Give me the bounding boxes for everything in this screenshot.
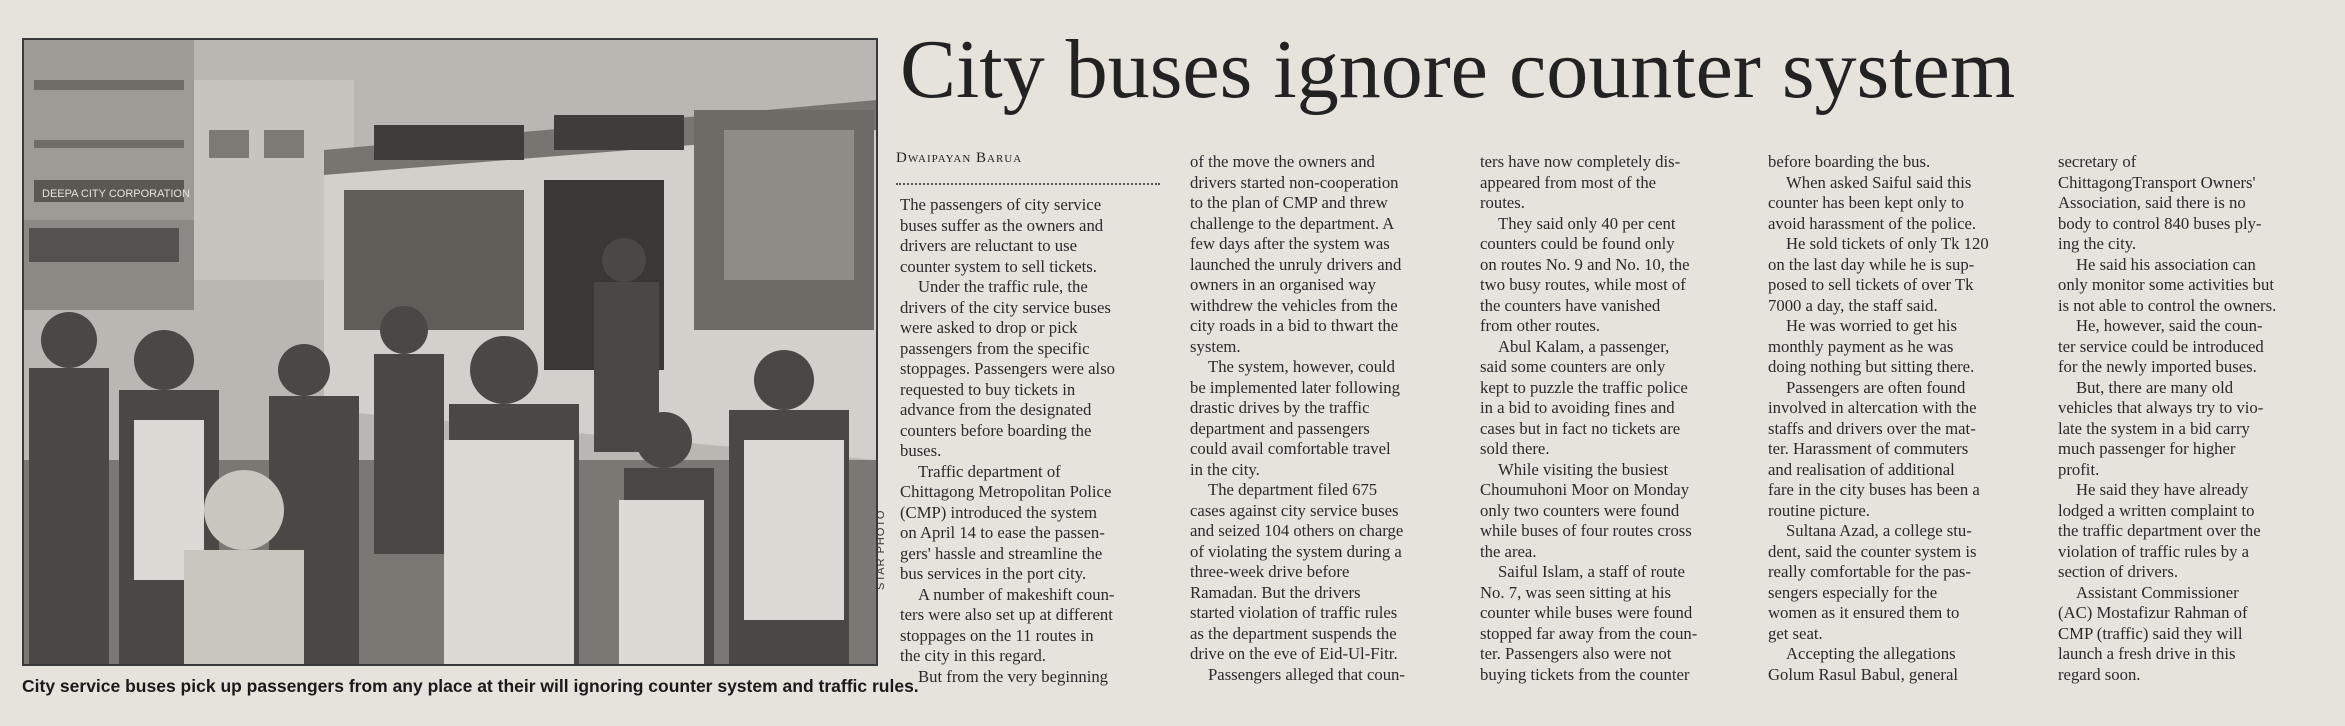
text-line: late the system in a bid carry <box>2058 418 2250 438</box>
text-line: on April 14 to ease the passen- <box>900 523 1105 542</box>
text-line: counter has been kept only to <box>1768 193 1965 212</box>
article-column-4 <box>1768 152 1989 685</box>
text-line: sold there. <box>1480 439 1550 458</box>
text-line: on the last day while he is sup- <box>1768 254 1975 274</box>
text-line: (AC) Mostafizur Rahman of <box>2058 603 2248 622</box>
text-line: ters have now completely dis- <box>1480 152 1681 171</box>
text-line: on routes No. 9 and No. 10, the <box>1480 254 1690 274</box>
text-line: and realisation of additional <box>1768 459 1955 479</box>
text-line: in a bid to avoiding fines and <box>1480 398 1675 417</box>
text-line: few days after the system was <box>1190 234 1390 253</box>
text-line: regard soon. <box>2058 664 2141 684</box>
text-line: much passenger for higher <box>2058 439 2236 458</box>
text-line: Abul Kalam, a passenger, <box>1498 336 1670 356</box>
byline: Dwaipayan Barua <box>896 150 1023 166</box>
text-line: is not able to control the owners. <box>2058 295 2277 315</box>
text-line: Under the traffic rule, the <box>918 277 1088 296</box>
text-line: He, however, said the coun- <box>2076 316 2263 335</box>
text-line: Traffic department of <box>918 461 1061 481</box>
text-line: They said only 40 per cent <box>1498 213 1676 233</box>
text-line: vehicles that always try to vio- <box>2058 398 2264 417</box>
text-line: only two counters were found <box>1480 500 1680 520</box>
text-line: to the plan of CMP and threw <box>1190 193 1388 212</box>
text-line: He said they have already <box>2076 480 2249 499</box>
text-line: and seized 104 others on charge <box>1190 521 1404 540</box>
text-line: for the newly imported buses. <box>2058 357 2257 376</box>
text-line: Assistant Commissioner <box>2076 582 2239 602</box>
text-line: were asked to drop or pick <box>900 318 1078 337</box>
text-line: before boarding the bus. <box>1768 152 1931 171</box>
text-line: fare in the city buses has been a <box>1768 480 1980 499</box>
text-line: counter while buses were found <box>1480 603 1693 622</box>
text-line: Saiful Islam, a staff of route <box>1498 562 1685 581</box>
text-line: department and passengers <box>1190 418 1370 438</box>
text-line: Chittagong Metropolitan Police <box>900 482 1112 501</box>
text-line: launch a fresh drive in this <box>2058 644 2236 663</box>
text-line: drivers are reluctant to use <box>900 236 1077 255</box>
text-line: (CMP) introduced the system <box>900 502 1097 522</box>
text-line: avoid harassment of the police. <box>1768 213 1977 233</box>
text-line: the traffic department over the <box>2058 521 2261 540</box>
photo-sign: DEEPA CITY CORPORATION <box>42 188 190 200</box>
text-line: But from the very beginning <box>918 666 1109 686</box>
text-line: While visiting the busiest <box>1498 459 1669 479</box>
text-line: buying tickets from the counter <box>1480 664 1690 684</box>
text-line: requested to buy tickets in <box>900 379 1076 399</box>
text-line: He said his association can <box>2076 254 2256 274</box>
text-line: said some counters are only <box>1480 357 1666 376</box>
text-line: challenge to the department. A <box>1190 213 1395 233</box>
text-line: doing nothing but sitting there. <box>1768 357 1975 376</box>
text-line: bus services in the port city. <box>900 564 1087 583</box>
bus-crowd-photo <box>24 40 876 664</box>
article-column-3 <box>1480 152 1697 685</box>
text-line: get seat. <box>1768 623 1823 643</box>
article-column-2 <box>1190 152 1405 685</box>
text-line: cases against city service buses <box>1190 500 1399 520</box>
text-line: secretary of <box>2058 152 2137 171</box>
text-line: staffs and drivers over the mat- <box>1768 418 1976 438</box>
text-line: dent, said the counter system is <box>1768 541 1977 561</box>
text-line: body to control 840 buses ply- <box>2058 213 2262 233</box>
text-line: He was worried to get his <box>1786 316 1958 335</box>
text-line: cases but in fact no tickets are <box>1480 418 1681 438</box>
text-line: only monitor some activities but <box>2058 275 2274 294</box>
text-line: The department filed 675 <box>1208 480 1378 499</box>
headline: City buses ignore counter system <box>900 23 2016 116</box>
text-line: Golum Rasul Babul, general <box>1768 664 1959 684</box>
text-line: The system, however, could <box>1208 357 1396 376</box>
text-line: Accepting the allegations <box>1786 644 1956 663</box>
text-line: involved in altercation with the <box>1768 398 1977 417</box>
text-line: monthly payment as he was <box>1768 336 1954 356</box>
text-line: drive on the eve of Eid-Ul-Fitr. <box>1190 644 1398 663</box>
text-line: while buses of four routes cross <box>1480 521 1692 540</box>
text-line: women as it ensured them to <box>1768 603 1960 622</box>
text-line: Choumuhoni Moor on Monday <box>1480 480 1690 499</box>
text-line: sengers especially for the <box>1768 582 1938 602</box>
text-line: profit. <box>2058 459 2100 479</box>
photo-credit: STAR PHOTO <box>875 509 887 590</box>
text-line: the city in this regard. <box>900 646 1046 665</box>
text-line: counters before boarding the <box>900 420 1092 440</box>
text-line: from other routes. <box>1480 316 1601 335</box>
text-line: Ramadan. But the drivers <box>1190 582 1361 602</box>
text-line: drivers of the city service buses <box>900 297 1111 317</box>
text-line: ters were also set up at different <box>900 605 1113 624</box>
text-line: A number of makeshift coun- <box>918 584 1115 604</box>
text-line: passengers from the specific <box>900 338 1090 358</box>
text-line: ter service could be introduced <box>2058 336 2264 356</box>
text-line: The passengers of city service <box>900 195 1102 214</box>
text-line: launched the unruly drivers and <box>1190 254 1402 274</box>
byline-rule <box>896 183 1160 185</box>
text-line: gers' hassle and streamline the <box>900 543 1103 563</box>
text-line: appeared from most of the <box>1480 172 1657 192</box>
text-line: violation of traffic rules by a <box>2058 541 2250 561</box>
text-line: system. <box>1190 336 1241 356</box>
text-line: started violation of traffic rules <box>1190 603 1398 622</box>
text-line: stoppages on the 11 routes in <box>900 625 1094 645</box>
text-line: Passengers alleged that coun- <box>1208 664 1405 684</box>
text-line: lodged a written complaint to <box>2058 500 2255 520</box>
text-line: city roads in a bid to thwart the <box>1190 316 1399 335</box>
text-line: counter system to sell tickets. <box>900 256 1097 276</box>
text-line: section of drivers. <box>2058 562 2179 581</box>
text-line: Sultana Azad, a college stu- <box>1786 521 1972 540</box>
text-line: of violating the system during a <box>1190 541 1402 561</box>
text-line: When asked Saiful said this <box>1786 172 1972 192</box>
text-line: buses suffer as the owners and <box>900 215 1104 235</box>
text-line: stopped far away from the coun- <box>1480 623 1698 643</box>
text-line: really comfortable for the pas- <box>1768 562 1971 581</box>
text-line: But, there are many old <box>2076 377 2234 397</box>
text-line: advance from the designated <box>900 400 1092 419</box>
article-column-1 <box>900 195 1115 687</box>
text-line: the counters have vanished <box>1480 295 1661 315</box>
text-line: He sold tickets of only Tk 120 <box>1786 234 1989 253</box>
text-line: ter. Passengers also were not <box>1480 644 1672 663</box>
photo-caption: City service buses pick up passengers from any place at their will ignoring counter system and traffic rules. <box>22 676 919 696</box>
text-line: drastic drives by the traffic <box>1190 398 1370 417</box>
text-line: as the department suspends the <box>1190 623 1397 643</box>
text-line: ing the city. <box>2058 234 2137 253</box>
text-line: three-week drive before <box>1190 562 1350 581</box>
text-line: stoppages. Passengers were also <box>900 359 1116 378</box>
text-line: could avail comfortable travel <box>1190 439 1391 458</box>
text-line: buses. <box>900 441 942 460</box>
text-line: posed to sell tickets of over Tk <box>1768 275 1974 294</box>
text-line: counters could be found only <box>1480 234 1675 253</box>
text-line: kept to puzzle the traffic police <box>1480 377 1688 397</box>
text-line: be implemented later following <box>1190 377 1400 397</box>
text-line: Association, said there is no <box>2058 193 2246 212</box>
text-line: two busy routes, while most of <box>1480 275 1686 294</box>
text-line: in the city. <box>1190 459 1260 479</box>
text-line: 7000 a day, the staff said. <box>1768 295 1938 315</box>
text-line: owners in an organised way <box>1190 275 1376 294</box>
text-line: ter. Harassment of commuters <box>1768 439 1969 458</box>
article-column-5 <box>2058 152 2276 685</box>
news-photo <box>22 38 878 666</box>
text-line: CMP (traffic) said they will <box>2058 623 2243 643</box>
text-line: the area. <box>1480 541 1537 561</box>
text-line: Passengers are often found <box>1786 377 1966 397</box>
text-line: of the move the owners and <box>1190 152 1375 171</box>
text-line: drivers started non-cooperation <box>1190 172 1399 192</box>
text-line: withdrew the vehicles from the <box>1190 295 1398 315</box>
text-line: routine picture. <box>1768 500 1870 520</box>
text-line: ChittagongTransport Owners' <box>2058 172 2256 192</box>
text-line: routes. <box>1480 193 1525 212</box>
text-line: No. 7, was seen sitting at his <box>1480 582 1671 602</box>
